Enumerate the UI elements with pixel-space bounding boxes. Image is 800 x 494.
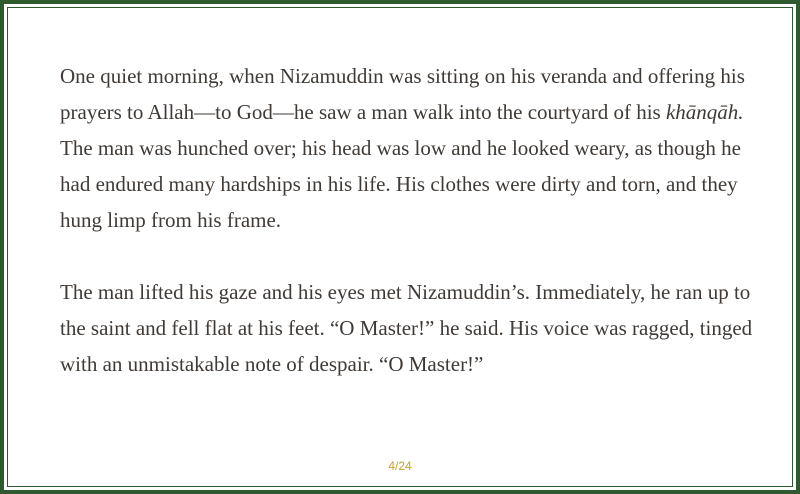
page-indicator: 4/24	[388, 459, 412, 473]
khanqah-word: khānqāh.	[665, 100, 744, 124]
paragraph-2: The man lifted his gaze and his eyes met Nizamuddin’s. Immediately, he ran up to the saint and fell flat at his feet. “O Master!” he said. His voice was ragged, tinged with an unmistakable note of despair. “O Master!”	[60, 280, 753, 376]
paragraph-1-end: The man was hunched over; his head was low and he looked weary, as though he had endured many hardships in his life. His clothes were dirty and torn, and they hung limp from his frame.	[60, 136, 741, 232]
paragraph-1	[60, 58, 760, 238]
story-text	[60, 58, 760, 382]
paragraph-1-start: One quiet morning, when Nizamuddin was sitting on his veranda and offering his prayers to Allah—to God—he saw a man walk into the courtyard of his	[60, 64, 745, 124]
